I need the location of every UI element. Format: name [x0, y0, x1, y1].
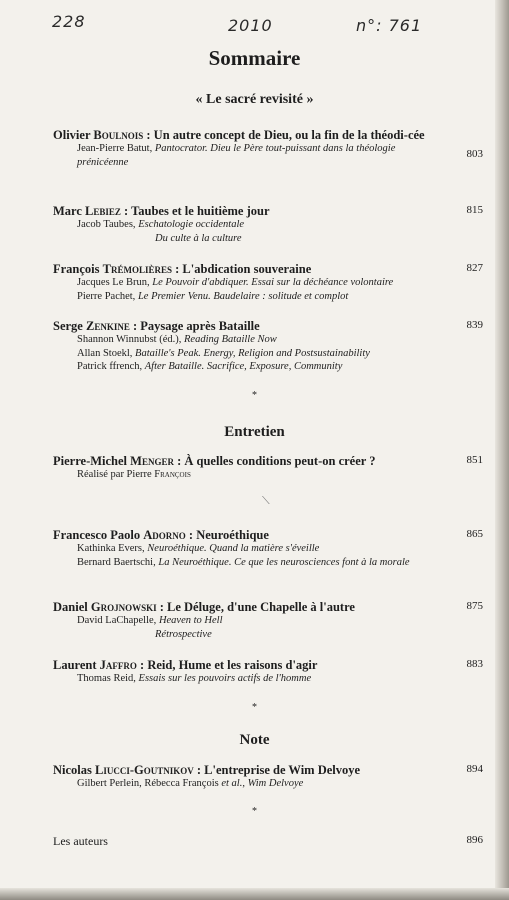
toc-entry	[53, 600, 483, 641]
reviewed-work: Jacob Taubes, Eschatologie occidentale	[77, 219, 245, 230]
section-divider-star: *	[252, 702, 257, 713]
author-first: Nicolas	[53, 763, 92, 777]
author-last: Menger	[130, 454, 174, 468]
entry-heading	[53, 528, 445, 542]
page-number: 896	[466, 834, 483, 846]
author-first: Olivier	[53, 128, 91, 142]
pencil-mark: ⟍	[262, 494, 270, 507]
article-title: : Le Déluge, d'une Chapelle à l'autre	[156, 600, 355, 614]
reviewed-work: Jean-Pierre Batut, Pantocrator. Dieu le Père tout-puissant dans la théologie prénicéenne	[77, 143, 396, 168]
toc-entry	[53, 454, 483, 482]
author-first: Serge	[53, 319, 83, 333]
author-last: Adorno	[143, 528, 186, 542]
toc-entry	[53, 763, 483, 791]
page-bottom-edge	[0, 888, 509, 900]
article-title: : À quelles conditions peut-on créer ?	[173, 454, 376, 468]
author-last: Liucci-Goutnikov	[95, 763, 194, 777]
author-last: Zenkine	[85, 319, 130, 333]
page-number: 883	[466, 658, 483, 670]
article-title: : L'entreprise de Wim Delvoye	[193, 763, 361, 777]
author-first: Daniel	[53, 600, 88, 614]
reviewed-work-continued: Du culte à la culture	[155, 232, 242, 244]
reviewed-work: Allan Stoekl, Bataille's Peak. Energy, Religion and Postsustainability	[77, 347, 370, 359]
section-divider-star: *	[252, 806, 257, 817]
entry-heading	[53, 454, 445, 468]
article-title: : Reid, Hume et les raisons d'agir	[136, 658, 318, 672]
page-number: 875	[466, 600, 483, 612]
author-last: Grojnowski	[90, 600, 157, 614]
reviewed-work: Gilbert Perlein, Rébecca François et al., Wim Delvoye	[77, 778, 304, 789]
page-number: 865	[466, 528, 483, 540]
reviewed-work: Bernard Baertschi, La Neuroéthique. Ce que les neurosciences font à la morale	[77, 556, 410, 568]
page-number: 894	[466, 763, 483, 775]
reviewed-work: Patrick ffrench, After Bataille. Sacrifice, Exposure, Community	[77, 361, 343, 372]
authors-label: Les auteurs	[53, 834, 108, 848]
toc-entry	[53, 319, 483, 374]
author-first: Francesco Paolo	[53, 528, 141, 542]
article-title: : Neuroéthique	[185, 528, 269, 542]
handwritten-page-number: 228	[52, 12, 86, 31]
page-number: 851	[466, 454, 483, 466]
reviewed-work: David LaChapelle, Heaven to Hell	[77, 615, 223, 626]
article-title: : Taubes et le huitième jour	[120, 204, 270, 218]
interview-credit: Réalisé par Pierre François	[77, 469, 191, 480]
entry-heading	[53, 763, 445, 777]
toc-entry	[53, 658, 483, 686]
article-title: : Un autre concept de Dieu, ou la fin de la théodi-cée	[143, 128, 425, 142]
author-last: Lebiez	[85, 204, 121, 218]
page-edge	[495, 0, 509, 900]
toc-entry	[53, 128, 483, 169]
page-number: 815	[466, 204, 483, 216]
entry-heading	[53, 262, 445, 276]
handwritten-issue: n°: 761	[356, 16, 423, 35]
handwritten-year: 2010	[228, 16, 273, 35]
article-title: : L'abdication souveraine	[172, 262, 312, 276]
section-heading-note: Note	[239, 732, 270, 748]
toc-entry-authors	[53, 834, 483, 848]
reviewed-work: Thomas Reid, Essais sur les pouvoirs actifs de l'homme	[77, 673, 312, 684]
reviewed-work: Kathinka Evers, Neuroéthique. Quand la matière s'éveille	[77, 543, 320, 554]
section-divider-star: *	[252, 390, 257, 401]
reviewed-work: Jacques Le Brun, Le Pouvoir d'abdiquer. Essai sur la déchéance volontaire	[77, 277, 394, 288]
author-last: Trémolières	[102, 262, 173, 276]
section-heading-entretien: Entretien	[224, 424, 285, 440]
reviewed-work-continued: Rétrospective	[155, 628, 212, 640]
author-first: Marc	[53, 204, 82, 218]
author-last: Boulnois	[93, 128, 144, 142]
entry-heading	[53, 658, 445, 672]
author-first: Laurent	[53, 658, 97, 672]
reviewed-work: Shannon Winnubst (éd.), Reading Bataille Now	[77, 334, 277, 345]
toc-entry	[53, 528, 483, 569]
page-subtitle: « Le sacré revisité »	[195, 92, 314, 107]
page-title: Sommaire	[208, 46, 301, 70]
author-last: Jaffro	[99, 658, 137, 672]
entry-heading	[53, 128, 445, 142]
article-title: : Paysage après Bataille	[129, 319, 260, 333]
page-number: 803	[466, 148, 483, 160]
entry-heading	[53, 600, 445, 614]
author-first: François	[53, 262, 100, 276]
toc-entry	[53, 204, 483, 245]
author-first: Pierre-Michel	[53, 454, 128, 468]
entry-heading	[53, 319, 445, 333]
page-number: 827	[466, 262, 483, 274]
page-number: 839	[466, 319, 483, 331]
toc-entry	[53, 262, 483, 303]
reviewed-work: Pierre Pachet, Le Premier Venu. Baudelaire : solitude et complot	[77, 290, 349, 302]
entry-heading	[53, 204, 445, 218]
